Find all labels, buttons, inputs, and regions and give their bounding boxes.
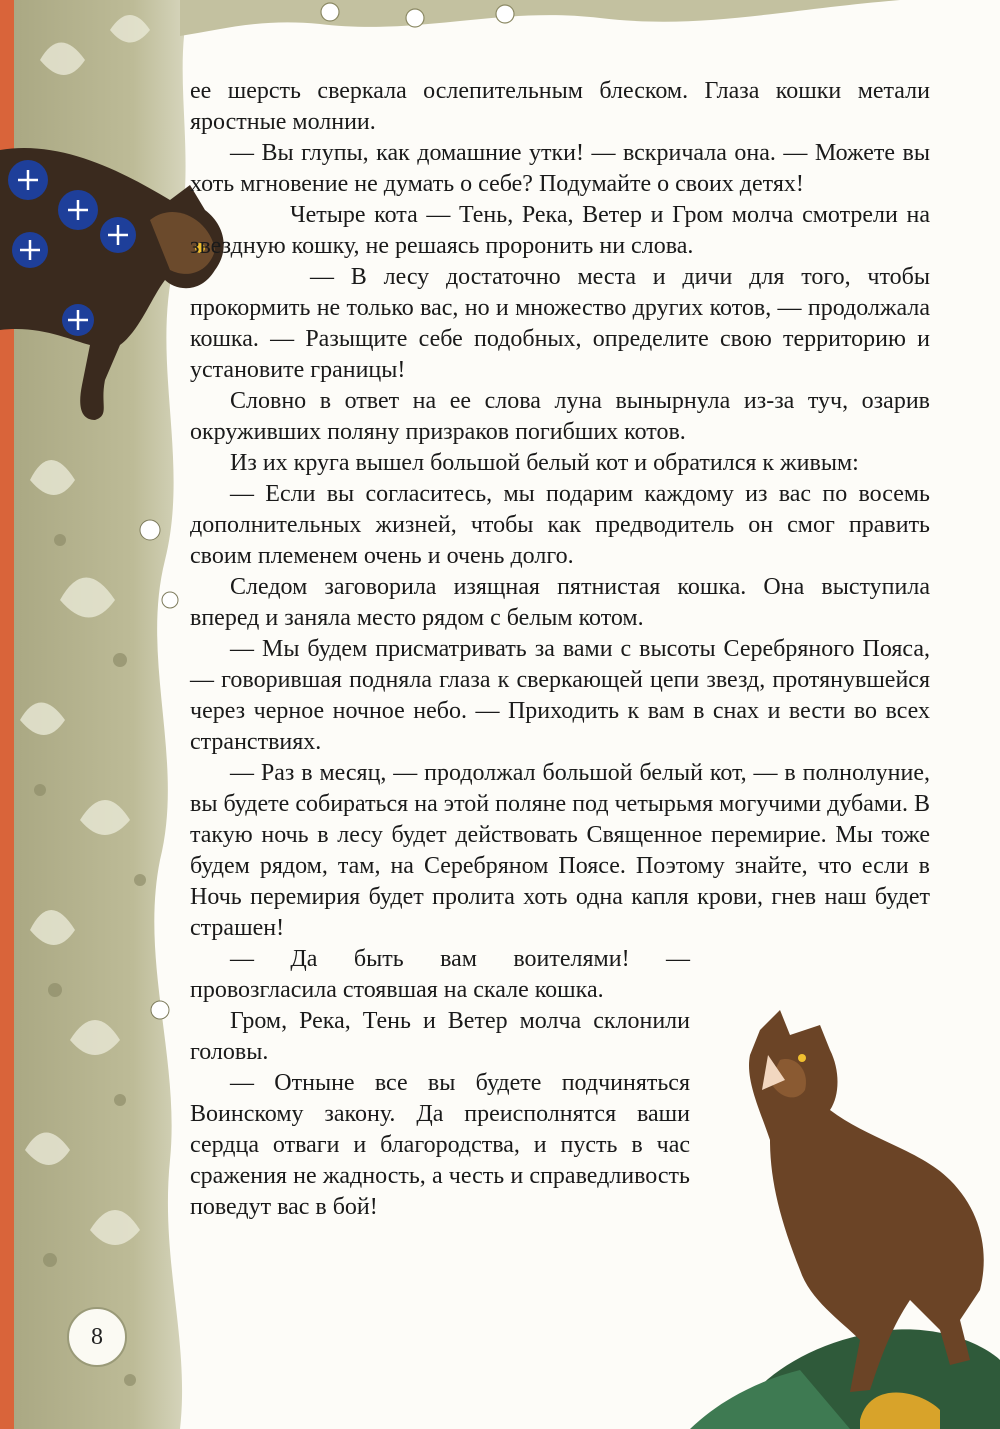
paragraph: — Раз в месяц, — продолжал большой белый кот, — в полнолуние, вы будете собираться на этой поляне под четырьмя могучими дубами. В такую ночь в лесу будет действовать Священное перемирие. Мы тоже будем рядом, там, на Серебряном Поясе. Поэтому знайте, что если в Ночь перемирия будет пролита хоть одна капля крови, гнев наш будет страшен! [190,760,930,941]
paragraph: — Вы глупы, как домашние утки! — вскричала она. — Можете вы хоть мгновение не думать о себе? Подумайте о своих детях! [190,140,930,197]
paragraph: Словно в ответ на ее слова луна вынырнула из-за туч, озарив окруживших поляну призраков погибших котов. [190,388,930,445]
paragraph: — Отныне все вы будете подчиняться Воинскому закону. Да преисполнятся ваши сердца отваги и благородства, и пусть в час сражения не жадность, а честь и справедливость поведут вас в бой! [190,1070,690,1220]
top-foliage-decoration [180,0,900,40]
paragraph: Гром, Река, Тень и Ветер молча склонили головы. [190,1008,690,1065]
paragraph: — Если вы согласитесь, мы подарим каждому из вас по восемь дополнительных жизней, чтобы как предводитель он смог править своим племенем очень и очень долго. [190,481,930,569]
paragraph: — Мы будем присматривать за вами с высоты Серебряного Пояса, — говорившая подняла глаза к сверкающей цепи звезд, протянувшейся через черное ночное небо. — Приходить к вам в снах и вести во всех странствиях. [190,636,930,755]
paragraph: Следом заговорила изящная пятнистая кошка. Она выступила вперед и заняла место рядом с белым котом. [190,574,930,631]
paragraph: Четыре кота — Тень, Река, Ветер и Гром молча смотрели на звездную кошку, не решаясь проронить ни слова. [190,202,930,259]
paragraph: — Да быть вам воителями! — провозгласила стоявшая на скале кошка. [190,946,690,1003]
story-text [190,76,930,1223]
paragraph: ее шерсть сверкала ослепительным блеском. Глаза кошки метали яростные молнии. [190,78,930,135]
paragraph: — В лесу достаточно места и дичи для того, чтобы прокормить не только вас, но и множество других котов, — продолжала кошка. — Разыщите себе подобных, определите свою территорию и установите границы! [190,264,930,383]
paragraph: Из их круга вышел большой белый кот и обратился к живым: [230,450,859,476]
page-number: 8 [67,1307,127,1367]
